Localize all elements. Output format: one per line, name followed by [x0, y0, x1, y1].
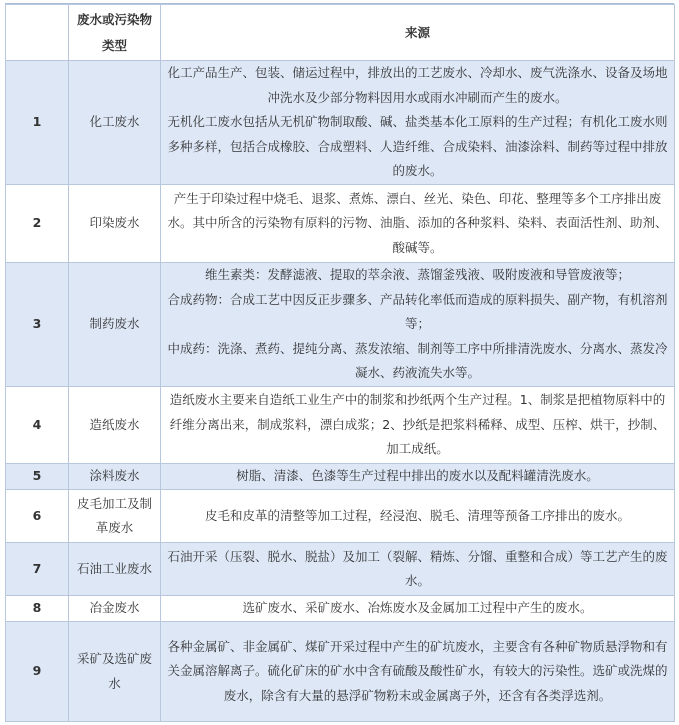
- wastewater-table: [5, 4, 675, 722]
- source-paragraph: 化工产品生产、包装、储运过程中，排放出的工艺废水、冷却水、废气洗涤水、设备及场地冲洗水及少部分物料因用水或雨水冲刷而产生的废水。: [167, 65, 668, 105]
- row-number: 1: [6, 61, 69, 185]
- table-row: [6, 543, 675, 596]
- row-type: 制药废水: [69, 263, 161, 387]
- source-paragraph: 合成药物：合成工艺中因反正步骤多、产品转化率低而造成的原料损失、副产物，有机溶剂等；: [167, 291, 668, 332]
- row-source: [161, 464, 675, 490]
- source-paragraph: 无机化工废水包括从无机矿物制取酸、碱、盐类基本化工原料的生产过程；有机化工废水则多种多样，包括合成橡胶、合成塑料、人造纤维、合成染料、油漆涂料、制药等过程中排放的废水。: [167, 114, 668, 179]
- row-type: 化工废水: [69, 61, 161, 185]
- source-paragraph: 皮毛和皮革的清整等加工过程，经浸泡、脱毛、清理等预备工序排出的废水。: [204, 507, 630, 523]
- row-source: [161, 387, 675, 464]
- row-source: [161, 185, 675, 263]
- table-row: [6, 387, 675, 464]
- row-type: 造纸废水: [69, 387, 161, 464]
- table-row: [6, 464, 675, 490]
- row-source: [161, 543, 675, 596]
- row-type: 印染废水: [69, 185, 161, 263]
- row-type: 涂料废水: [69, 464, 161, 490]
- source-paragraph: 造纸废水主要来自造纸工业生产中的制浆和抄纸两个生产过程。1、制浆是把植物原料中的纤维分离出来，制成浆料，漂白成浆；2、抄纸是把浆料稀释、成型、压榨、烘干，抄制、加工成纸。: [169, 392, 666, 457]
- row-source: [161, 263, 675, 387]
- table-row: [6, 490, 675, 543]
- source-paragraph: 产生于印染过程中烧毛、退浆、煮炼、漂白、丝光、染色、印花、整理等多个工序排出废水。其中所含的污染物有原料的污物、油脂、添加的各种浆料、染料、表面活性剂、助剂、酸碱等。: [167, 190, 668, 255]
- table-row: [6, 622, 675, 722]
- header-no: [6, 5, 69, 61]
- row-number: 7: [6, 543, 69, 596]
- source-paragraph: 维生素类：发酵滤液、提取的萃余液、蒸馏釜残液、吸附废液和导管废液等；: [204, 267, 630, 283]
- row-source: [161, 61, 675, 185]
- source-paragraph: 选矿废水、采矿废水、冶炼废水及金属加工过程中产生的废水。: [242, 600, 593, 616]
- row-type: 采矿及选矿废水: [69, 622, 161, 722]
- row-number: 5: [6, 464, 69, 490]
- row-source: [161, 622, 675, 722]
- source-paragraph: 石油开采（压裂、脱水、脱盐）及加工（裂解、精炼、分馏、重整和合成）等工艺产生的废水。: [167, 548, 668, 588]
- table-row: [6, 61, 675, 185]
- row-number: 8: [6, 596, 69, 622]
- row-number: 4: [6, 387, 69, 464]
- source-paragraph: 树脂、清漆、色漆等生产过程中排出的废水以及配料罐清洗废水。: [236, 468, 599, 484]
- row-type: 皮毛加工及制革废水: [69, 490, 161, 543]
- row-number: 6: [6, 490, 69, 543]
- row-number: 3: [6, 263, 69, 387]
- row-number: 2: [6, 185, 69, 263]
- header-row: [6, 5, 675, 61]
- row-source: [161, 490, 675, 543]
- table-row: [6, 596, 675, 622]
- header-type: 废水或污染物类型: [69, 5, 161, 61]
- table-row: [6, 263, 675, 387]
- table-row: [6, 185, 675, 263]
- header-source: 来源: [161, 5, 675, 61]
- row-source: [161, 596, 675, 622]
- row-number: 9: [6, 622, 69, 722]
- row-type: 石油工业废水: [69, 543, 161, 596]
- source-paragraph: 各种金属矿、非金属矿、煤矿开采过程中产生的矿坑废水，主要含有各种矿物质悬浮物和有关金属溶解离子。硫化矿床的矿水中含有硫酸及酸性矿水，有较大的污染性。选矿或洗煤的废水，除含有大量的悬浮矿物粉末或金属离子外，还含有各类浮选剂。: [167, 638, 668, 703]
- row-type: 冶金废水: [69, 596, 161, 622]
- source-paragraph: 中成药：洗涤、煮药、提纯分离、蒸发浓缩、制剂等工序中所排清洗废水、分离水、蒸发冷凝水、药液流失水等。: [167, 340, 668, 381]
